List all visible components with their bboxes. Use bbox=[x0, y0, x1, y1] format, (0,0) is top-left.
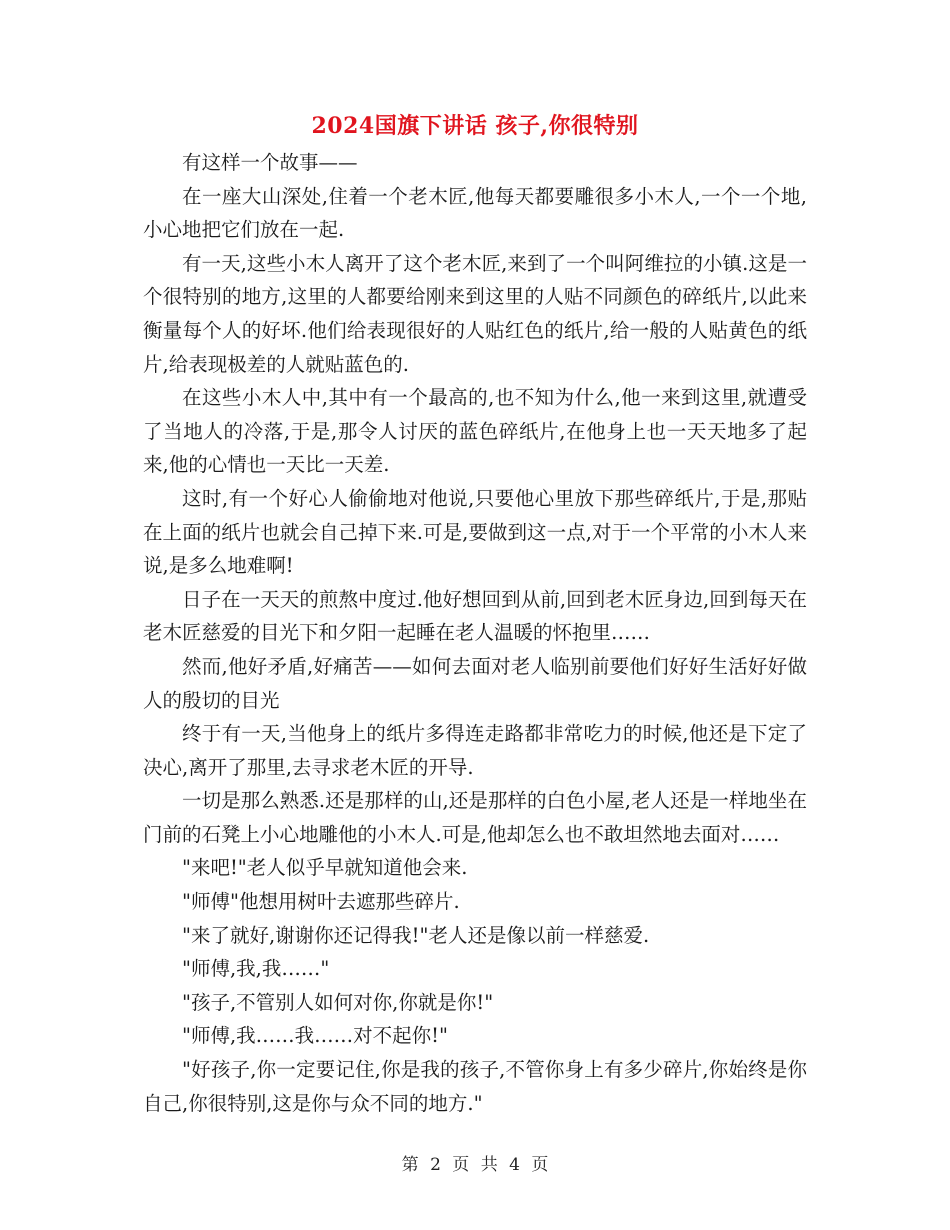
paragraph: 在一座大山深处,住着一个老木匠,他每天都要雕很多小木人,一个一个地,小心地把它们放在一起. bbox=[143, 184, 807, 242]
paragraph: 日子在一天天的煎熬中度过.他好想回到从前,回到老木匠身边,回到每天在老木匠慈爱的目光下和夕阳一起睡在老人温暖的怀抱里…… bbox=[143, 587, 807, 645]
paragraph: 终于有一天,当他身上的纸片多得连走路都非常吃力的时候,他还是下定了决心,离开了那里,去寻求老木匠的开导. bbox=[143, 722, 807, 779]
dialogue-line: "来吧!"老人似乎早就知道他会来. bbox=[182, 856, 468, 880]
paragraph: 有一天,这些小木人离开了这个老木匠,来到了一个叫阿维拉的小镇.这是一个很特别的地方,这里的人都要给刚来到这里的人贴不同颜色的碎纸片,以此来衡量每个人的好坏.他们给表现很好的人贴红色的纸片,给一般的人贴黄色的纸片,给表现极差的人就贴蓝色的. bbox=[143, 251, 807, 376]
document-body bbox=[143, 146, 807, 1120]
document-title: 2024国旗下讲话 孩子,你很特别 bbox=[311, 113, 639, 139]
paragraph: 这时,有一个好心人偷偷地对他说,只要他心里放下那些碎纸片,于是,那贴在上面的纸片也就会自己掉下来.可是,要做到这一点,对于一个平常的小木人来说,是多么地难啊! bbox=[143, 486, 807, 578]
dialogue-line: "来了就好,谢谢你还记得我!"老人还是像以前一样慈爱. bbox=[182, 923, 650, 947]
paragraph: 一切是那么熟悉.还是那样的山,还是那样的白色小屋,老人还是一样地坐在门前的石凳上小心地雕他的小木人.可是,他却怎么也不敢坦然地去面对…… bbox=[143, 789, 807, 846]
page-number: 第 2 页 共 4 页 bbox=[401, 1155, 549, 1175]
dialogue-line: "孩子,不管别人如何对你,你就是你!" bbox=[182, 990, 494, 1014]
dialogue-line: "师傅,我……我……对不起你!" bbox=[182, 1024, 448, 1048]
paragraph: 在这些小木人中,其中有一个最高的,也不知为什么,他一来到这里,就遭受了当地人的冷落,于是,那令人讨厌的蓝色碎纸片,在他身上也一天天地多了起来,他的心情也一天比一天差. bbox=[143, 386, 807, 477]
paragraph: 有这样一个故事—— bbox=[182, 151, 358, 174]
dialogue-line: "好孩子,你一定要记住,你是我的孩子,不管你身上有多少碎片,你始终是你自己,你很特别,这是你与众不同的地方." bbox=[143, 1058, 807, 1115]
dialogue-line: "师傅,我,我……" bbox=[182, 957, 330, 981]
dialogue-line: "师傅"他想用树叶去遮那些碎片. bbox=[182, 890, 460, 914]
paragraph: 然而,他好矛盾,好痛苦——如何去面对老人临别前要他们好好生活好好做人的殷切的目光 bbox=[143, 654, 807, 712]
